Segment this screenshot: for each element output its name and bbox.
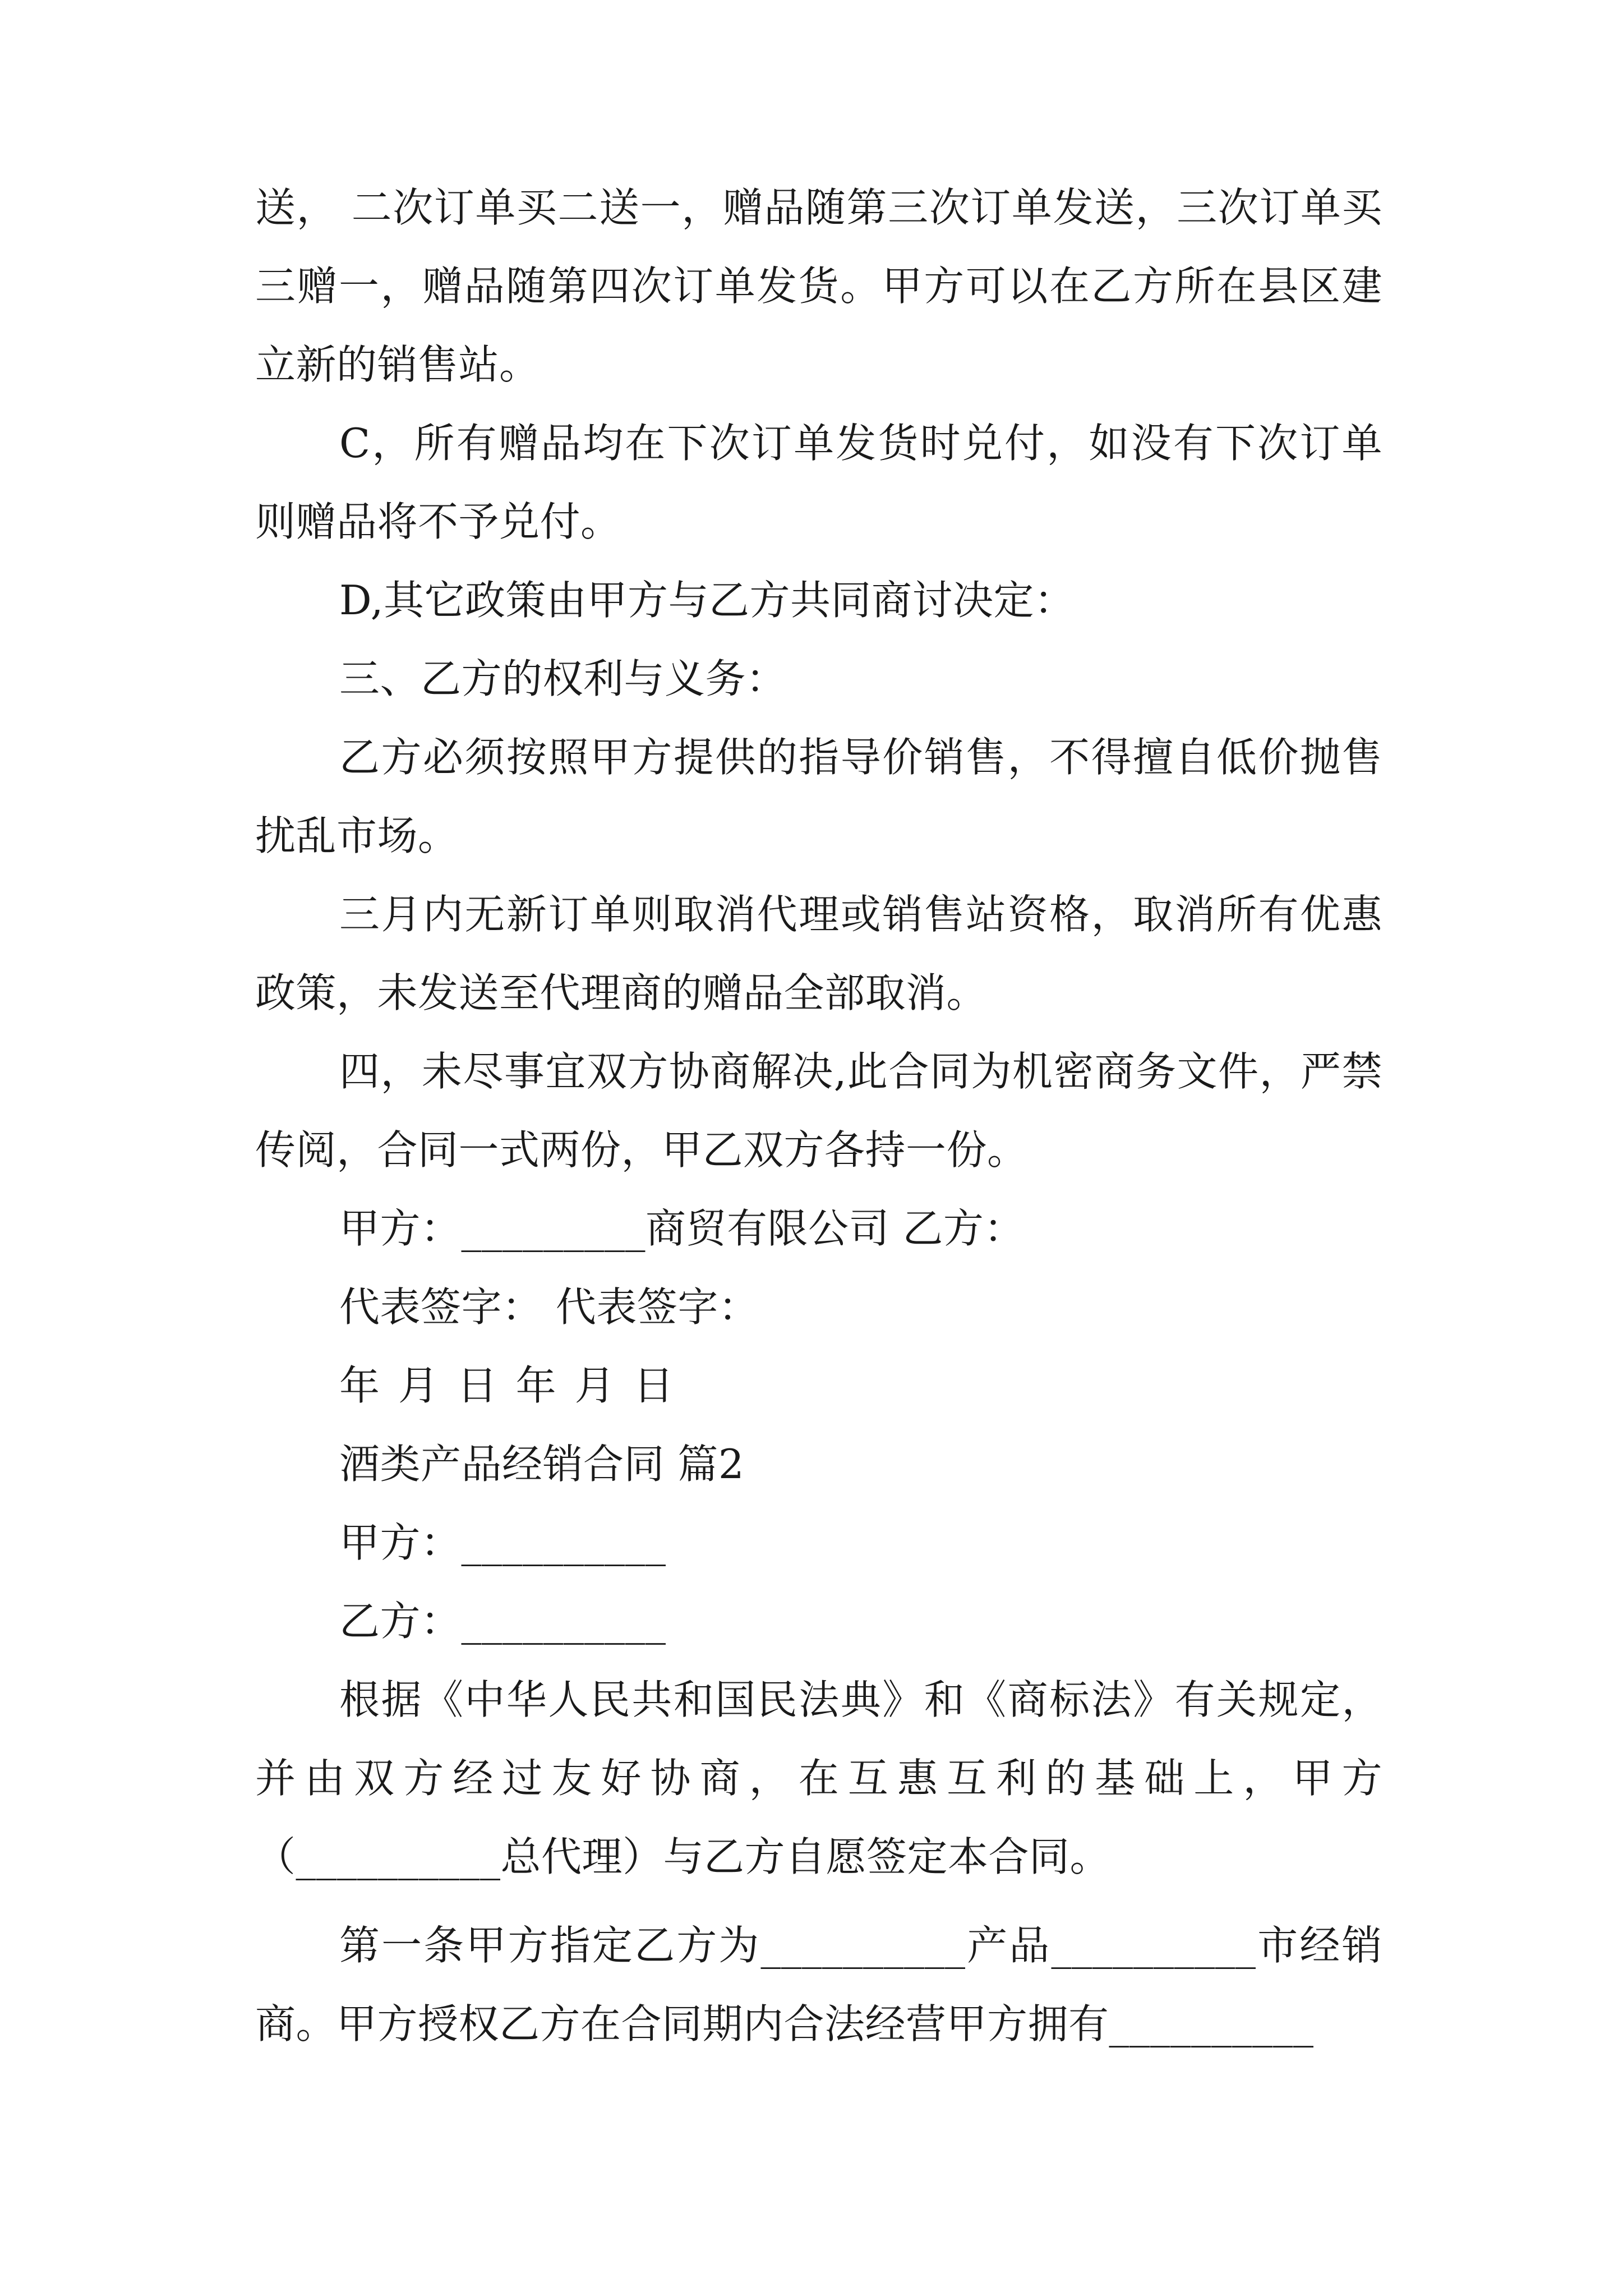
document-body	[255, 168, 1382, 2063]
signature-date-line: 年 月 日 年 月 日	[339, 1362, 677, 1409]
paragraph-article-one: 第一条甲方指定乙方为__________产品__________市经销商。甲方授权乙方在合同期内合法经营甲方拥有__________	[255, 1922, 1382, 2047]
paragraph-item-c: C，所有赠品均在下次订单发货时兑付，如没有下次订单则赠品将不予兑付。	[255, 420, 1382, 545]
contract-title-part-2: 酒类产品经销合同 篇2	[339, 1441, 745, 1488]
signature-parties-line: 甲方：_________商贸有限公司 乙方：	[339, 1205, 1025, 1252]
signature-representative-line: 代表签字： 代表签字：	[339, 1283, 759, 1331]
paragraph-section-four: 四，未尽事宜双方协商解决,此合同为机密商务文件，严禁传阅，合同一式两份，甲乙双方各持一份。	[255, 1048, 1382, 1174]
party-b-line: 乙方：__________	[339, 1598, 666, 1645]
paragraph-gift-policy-continued: 送， 二次订单买二送一，赠品随第三次订单发送，三次订单买三赠一，赠品随第四次订单发货。甲方可以在乙方所在县区建立新的销售站。	[255, 184, 1382, 388]
section-heading-party-b-rights: 三、乙方的权利与义务：	[339, 655, 787, 702]
paragraph-legal-basis: 根据《中华人民共和国民法典》和《商标法》有关规定，并由双方经过友好协商，在互惠互利的基础上，甲方（__________总代理）与乙方自愿签定本合同。	[255, 1676, 1382, 1880]
paragraph-item-d: D,其它政策由甲方与乙方共同商讨决定：	[339, 577, 1075, 624]
paragraph-cancellation-rule: 三月内无新订单则取消代理或销售站资格，取消所有优惠政策，未发送至代理商的赠品全部取消。	[255, 891, 1382, 1016]
party-a-line: 甲方：__________	[339, 1519, 666, 1566]
paragraph-pricing-rule: 乙方必须按照甲方提供的指导价销售，不得擅自低价抛售扰乱市场。	[255, 734, 1382, 859]
